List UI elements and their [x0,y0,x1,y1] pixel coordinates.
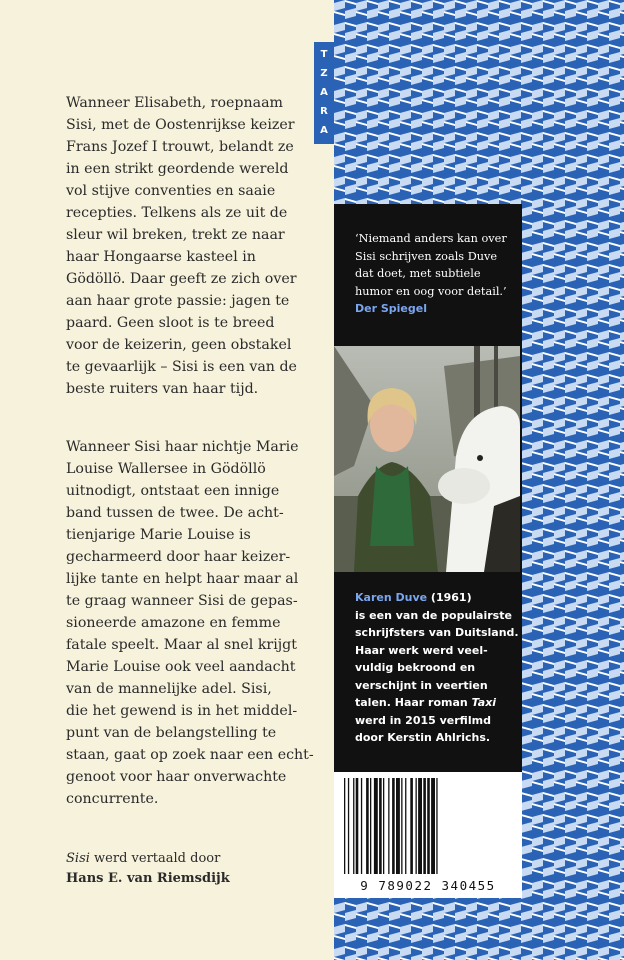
barcode-bar [396,778,400,874]
publisher-logo: T Z A R A [314,42,334,144]
review-quote: ‘Niemand anders kan over Sisi schrijven zoals Duve dat doet, met subtiele humor en oog voor detail.’ [355,232,507,298]
barcode-bar [418,778,422,874]
barcode-bar [423,778,426,874]
barcode-bar [353,778,354,874]
translator-name: Hans E. van Riemsdijk [66,871,230,886]
translator-note [66,848,220,869]
barcode-bar [416,778,417,874]
review-source: Der Spiegel [355,302,427,315]
barcode-bar [356,778,359,874]
book-title-italic: Sisi [66,851,90,866]
translator-note-text: werd vertaald door [89,851,221,866]
barcode-bar [348,778,349,874]
author-info-box [334,204,522,772]
barcode-bar [361,778,362,874]
author-bio: Karen Duve (1961) is een van de populairste schrijfsters van Duitsland. Haar werk werd veel- vuldig bekroond en verschijnt in veertien talen. Haar roman Taxi werd in 2015 verfilmd door Kerstin Ahlrichs. [355,591,519,744]
barcode-bars [342,778,514,876]
barcode-bar [366,778,369,874]
blurb-paragraph-1: Wanneer Elisabeth, roepnaam Sisi, met de Oostenrijkse keizer Frans Jozef I trouwt, belandt ze in een strikt geordende wereld vol stijve conventies en saaie recepties. Telkens als ze uit de sleur wil breken, trekt ze naar haar Hongaarse kasteel in Gödöllö. Daar geeft ze zich over aan haar grote passie: jagen te paard. Geen sloot is te breed voor de keizerin, geen obstakel te gevaarlijk – Sisi is een van de beste ruiters van haar tijd. [66,95,297,397]
barcode-bar [401,778,402,874]
barcode-bar [436,778,437,874]
author-name: Karen Duve [355,591,428,604]
novel-title: Taxi [471,696,497,709]
barcode-bar [392,778,395,874]
barcode-bar [344,778,345,874]
review-quote-block [355,230,521,315]
barcode-bar [410,778,413,874]
barcode-bar [427,778,430,874]
barcode-bar [431,778,435,874]
isbn-number: 9 789022 340455 [360,878,496,893]
barcode-bar [379,778,382,874]
isbn-barcode [334,772,522,898]
author-birth-year: (1961) [427,591,472,604]
blurb-paragraph-2: Wanneer Sisi haar nichtje Marie Louise Wallersee in Gödöllö uitnodigt, ontstaat een innige band tussen de twee. De acht- tienjarige Marie Louise is gecharmeerd door haar keizer- lijke tante en helpt haar maar al te graag wanneer Sisi de gepas- sioneerde amazone en femme fatale speelt. Maar al snel krijgt Marie Louise ook veel aandacht van de mannelijke adel. Sisi, die het gewend is in het middel- punt van de belangstelling te staan, gaat op zoek naar een echt- genoot voor haar onverwachte concurrente. [66,439,314,807]
barcode-bar [374,778,378,874]
barcode-bar [370,778,371,874]
barcode-bar [388,778,389,874]
barcode-bar [405,778,406,874]
author-photo-illustration [334,346,520,572]
barcode-bar [383,778,384,874]
author-photo [334,346,520,572]
